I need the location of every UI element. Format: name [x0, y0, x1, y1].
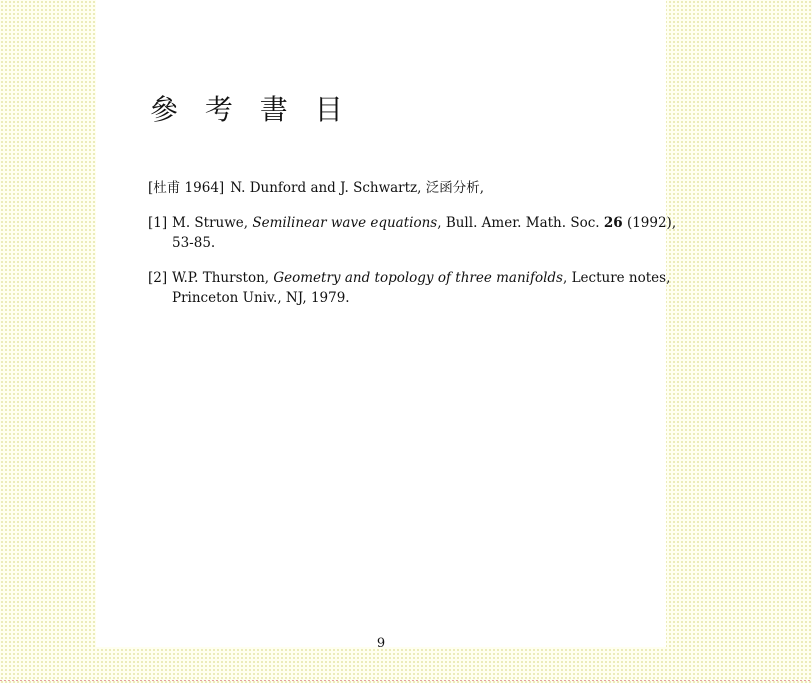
reference-item — [148, 213, 677, 253]
page-divider — [0, 680, 812, 681]
reference-publisher: Princeton Univ., NJ, 1979. — [172, 290, 350, 306]
page-title: 參 考 書 目 — [150, 93, 352, 126]
document-page — [96, 0, 677, 651]
reference-authors: W.P. Thurston, — [172, 270, 270, 286]
reference-item — [148, 178, 666, 198]
reference-tag: [2] — [148, 270, 168, 286]
reference-publication: , Bull. Amer. Math. Soc. — [437, 215, 600, 231]
reference-title: Semilinear wave equations — [252, 215, 438, 231]
page-number: 9 — [376, 636, 386, 651]
reference-year: (1992), — [626, 215, 677, 231]
reference-pages: 53-85. — [172, 235, 216, 251]
reference-item — [148, 268, 671, 308]
reference-title: Geometry and topology of three manifolds — [273, 270, 563, 286]
reference-text: N. Dunford and J. Schwartz, 泛函分析, — [230, 180, 485, 196]
reference-volume: 26 — [603, 215, 623, 231]
reference-list — [148, 178, 677, 308]
reference-tag: [1] — [148, 215, 168, 231]
reference-publication: , Lecture notes, — [562, 270, 671, 286]
reference-authors: M. Struwe, — [172, 215, 249, 231]
reference-tag: [杜甫 1964] — [148, 180, 225, 196]
